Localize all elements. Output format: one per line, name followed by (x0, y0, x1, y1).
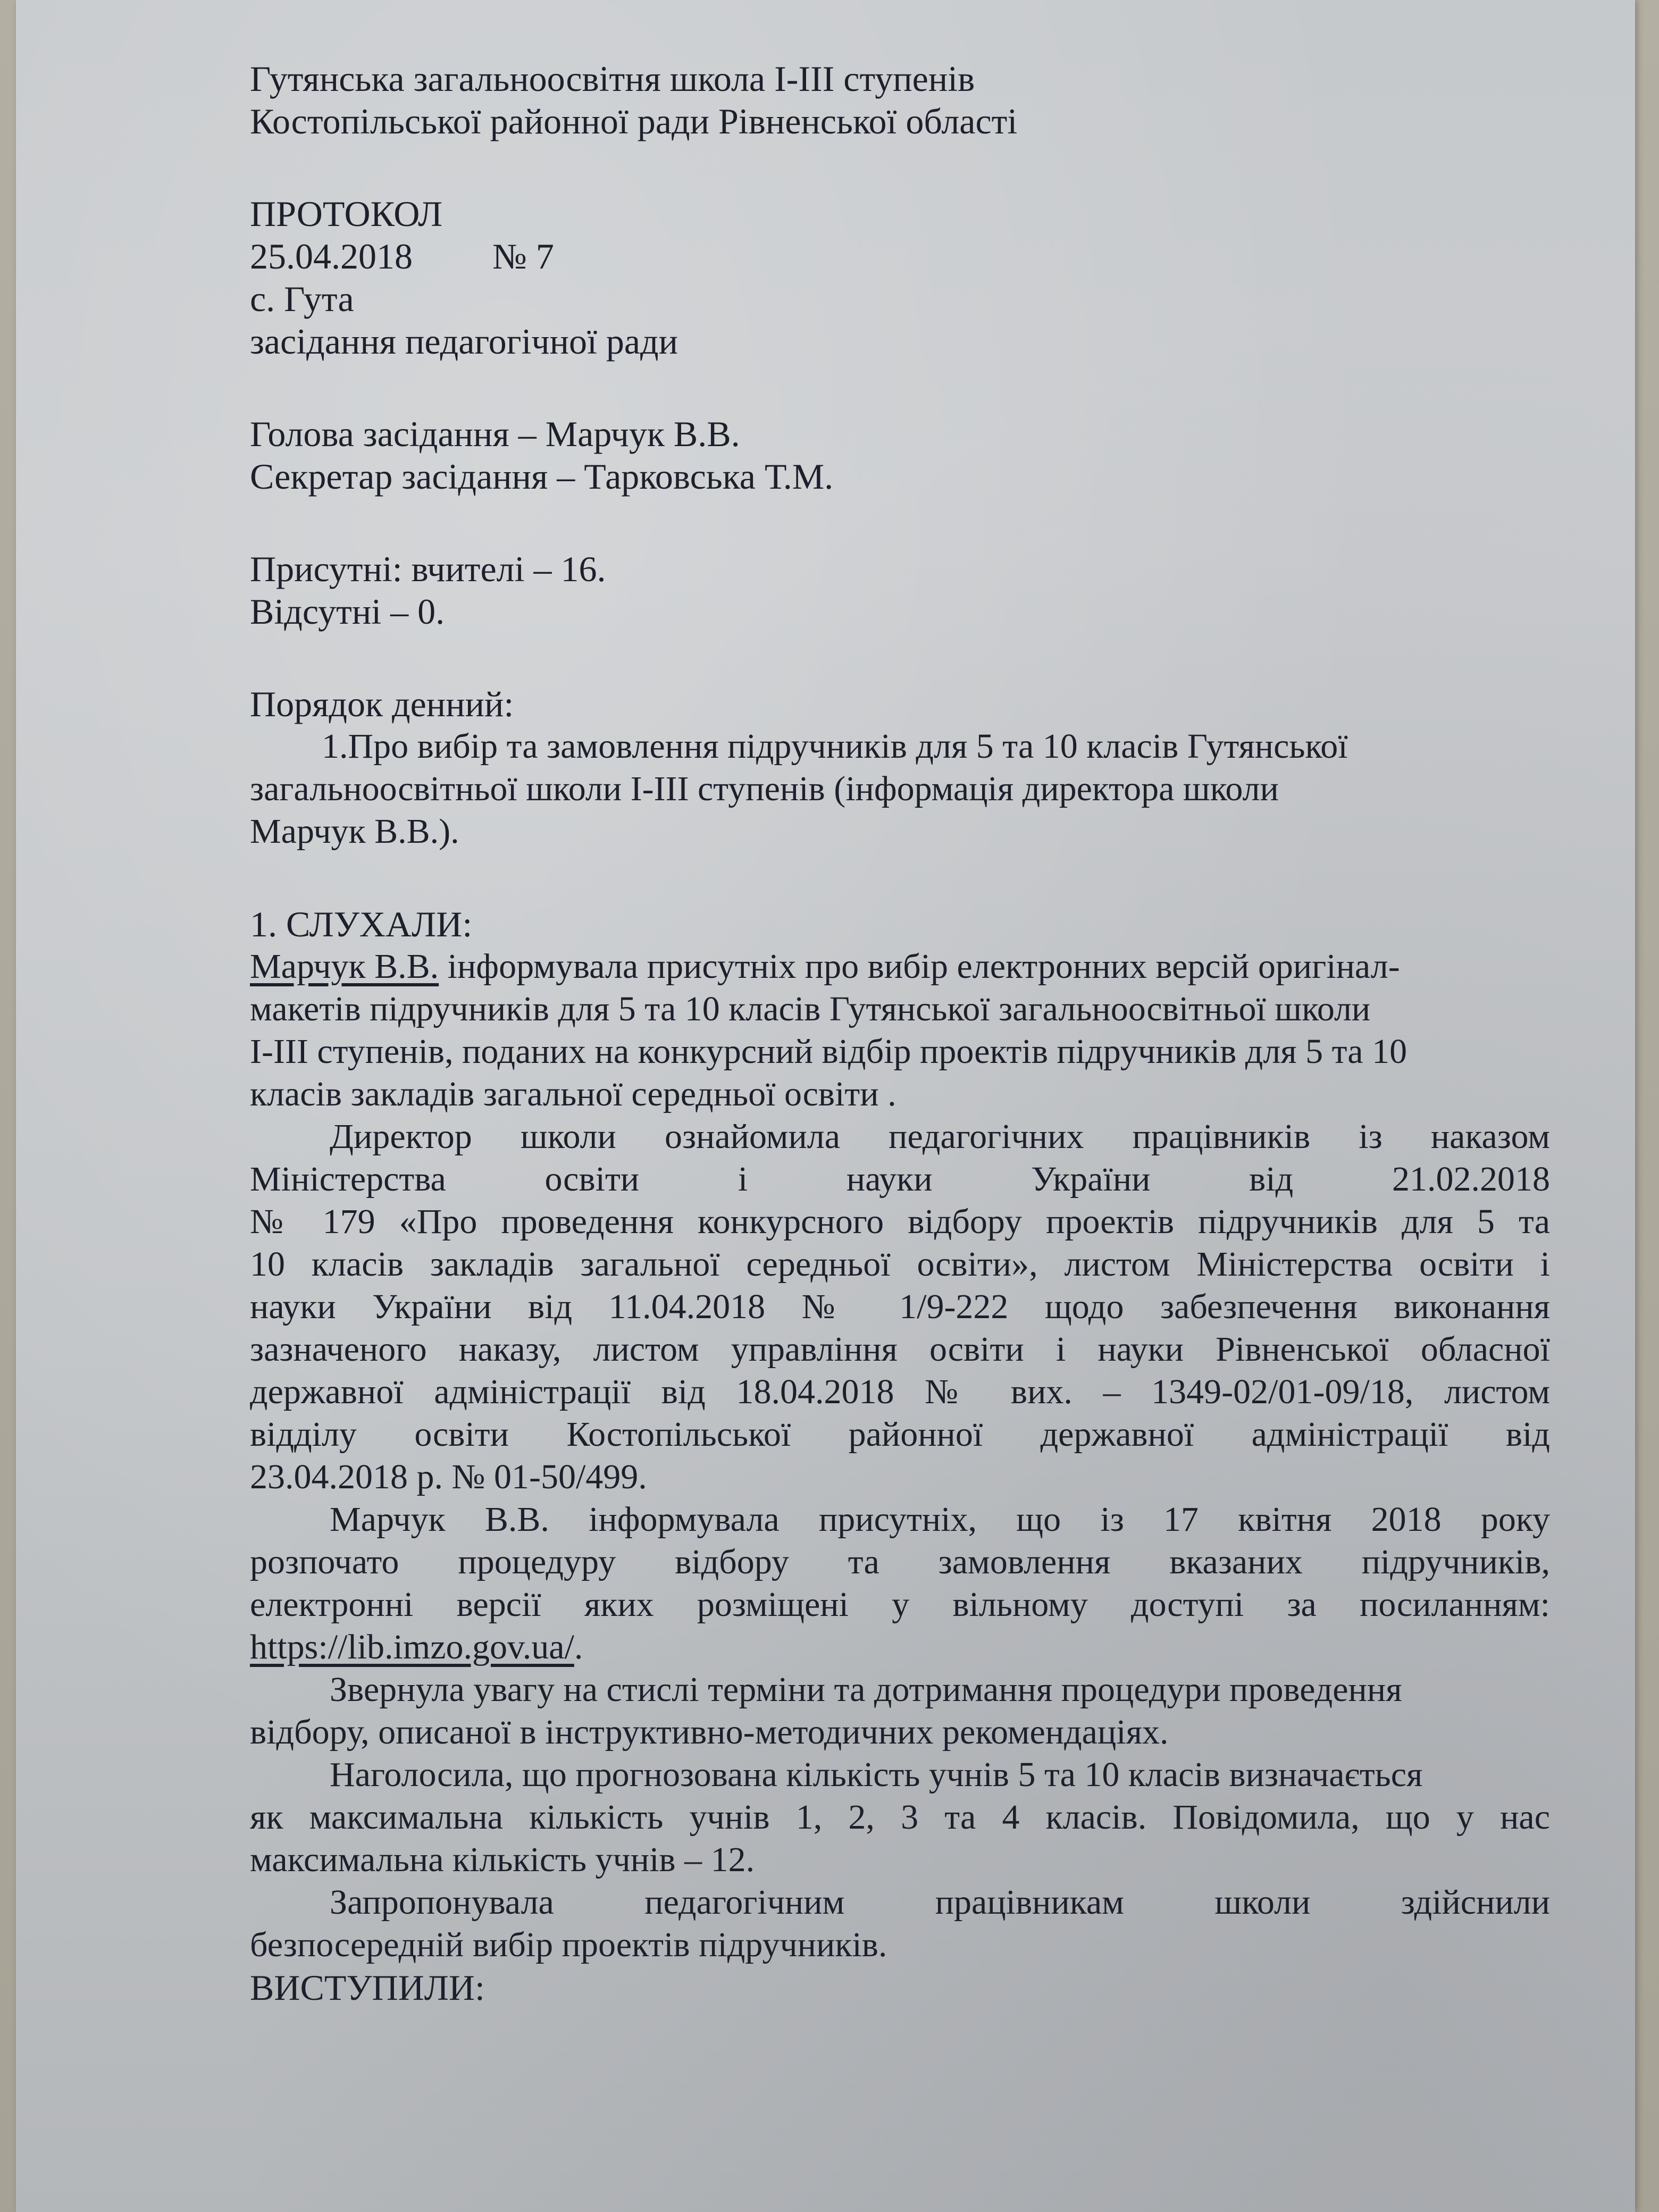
heard-p2-line7: державної адміністрації від 18.04.2018 № вих. – 1349-02/01-09/18, листом (250, 1372, 1550, 1411)
heard-p3-line4 (250, 1626, 1550, 1669)
spoke-label: ВИСТУПИЛИ: (250, 1967, 485, 2008)
heard-p5-line1: Наголосила, що прогнозована кількість учнів 5 та 10 класів визначається (330, 1755, 1423, 1794)
heard-p2-line1: Директор школи ознайомила педагогічних працівників із наказом (330, 1117, 1550, 1156)
heard-p3-line2: розпочато процедуру відбору та замовлення вказаних підручників, (250, 1543, 1550, 1581)
resource-link[interactable]: https://lib.imzo.gov.ua/ (250, 1628, 574, 1666)
protocol-place: с. Гута (250, 279, 354, 319)
school-name-line1: Гутянська загальноосвітня школа І-ІІІ ступенів (250, 58, 975, 99)
heard-p2-line4: 10 класів закладів загальної середньої освіти», листом Міністерства освіти і (250, 1245, 1550, 1284)
attendance-present: Присутні: вчителі – 16. (250, 549, 606, 589)
paper-sheet (16, 0, 1635, 2212)
protocol-date: 25.04.2018 (250, 236, 413, 276)
protocol-meeting: засідання педагогічної ради (250, 321, 678, 362)
speaker-name: Марчук В.В. (250, 947, 439, 986)
protocol-date-number (250, 235, 1550, 278)
heard-p1-line3: І-ІІІ ступенів, поданих на конкурсний відбір проектів підручників для 5 та 10 (250, 1032, 1407, 1071)
p2-word-5: України (1031, 1160, 1151, 1199)
p2-word-7: 21.02.2018 (1392, 1160, 1550, 1199)
heard-p3-line1: Марчук В.В. інформувала присутніх, що із 17 квітня 2018 року (330, 1500, 1550, 1539)
heard-p1-line4: класів закладів загальної середньої освіти . (250, 1075, 896, 1113)
p2-word-4: науки (846, 1160, 933, 1199)
heard-p4-line1: Звернула увагу на стислі терміни та дотримання процедури проведення (330, 1670, 1402, 1709)
protocol-number: № 7 (492, 236, 554, 276)
heard-p5-line3: максимальна кількість учнів – 12. (250, 1840, 755, 1879)
attendance-absent: Відсутні – 0. (250, 591, 445, 632)
meeting-secretary: Секретар засідання – Тарковська Т.М. (250, 456, 834, 497)
heard-p2-line8: відділу освіти Костопільської районної державної адміністрації від (250, 1415, 1550, 1454)
heard-p6-line1: Запропонувала педагогічним працівникам школи здійснили (330, 1883, 1550, 1922)
heard-p5-line2: як максимальна кількість учнів 1, 2, 3 та 4 класів. Повідомила, що у нас (250, 1798, 1550, 1837)
protocol-title: ПРОТОКОЛ (250, 194, 443, 234)
agenda-item-line1: 1.Про вибір та замовлення підручників для 5 та 10 класів Гутянської (322, 727, 1348, 766)
p2-word-6: від (1249, 1160, 1294, 1199)
heard-p2-line2 (250, 1158, 1550, 1201)
p2-word-3: і (738, 1160, 748, 1199)
heard-p4-line2: відбору, описаної в інструктивно-методичних рекомендаціях. (250, 1713, 1169, 1752)
heard-p1-line2: макетів підручників для 5 та 10 класів Гутянської загальноосвітньої школи (250, 990, 1371, 1028)
agenda-label: Порядок денний: (250, 684, 514, 724)
link-period: . (574, 1628, 583, 1666)
p2-word-1: Міністерства (250, 1160, 446, 1199)
heard-p6-line2: безпосередній вибір проектів підручників. (250, 1925, 887, 1964)
heard-p2-line3: № 179 «Про проведення конкурсного відбору проектів підручників для 5 та (250, 1202, 1550, 1241)
heard-p1-line1 (250, 945, 1550, 988)
school-name-line2: Костопільської районної ради Рівненської області (250, 101, 1018, 141)
heard-p2-line6: зазначеного наказу, листом управління освіти і науки Рівненської обласної (250, 1330, 1550, 1369)
meeting-chair: Голова засідання – Марчук В.В. (250, 414, 740, 454)
agenda-item-line2: загальноосвітньої школи І-ІІІ ступенів (інформація директора школи (250, 769, 1279, 808)
heard-label: 1. СЛУХАЛИ: (250, 904, 473, 944)
heard-p2-line5: науки України від 11.04.2018 № 1/9-222 щодо забезпечення виконання (250, 1287, 1550, 1326)
agenda-item-line3: Марчук В.В.). (250, 812, 459, 851)
heard-p1-line1-text: інформувала присутніх про вибір електронних версій оригінал- (439, 947, 1400, 986)
document-body (250, 57, 1550, 2009)
p2-word-2: освіти (544, 1160, 640, 1199)
heard-p2-line9: 23.04.2018 р. № 01-50/499. (250, 1457, 647, 1496)
heard-p3-line3: електронні версії яких розміщені у вільному доступі за посиланням: (250, 1585, 1550, 1624)
